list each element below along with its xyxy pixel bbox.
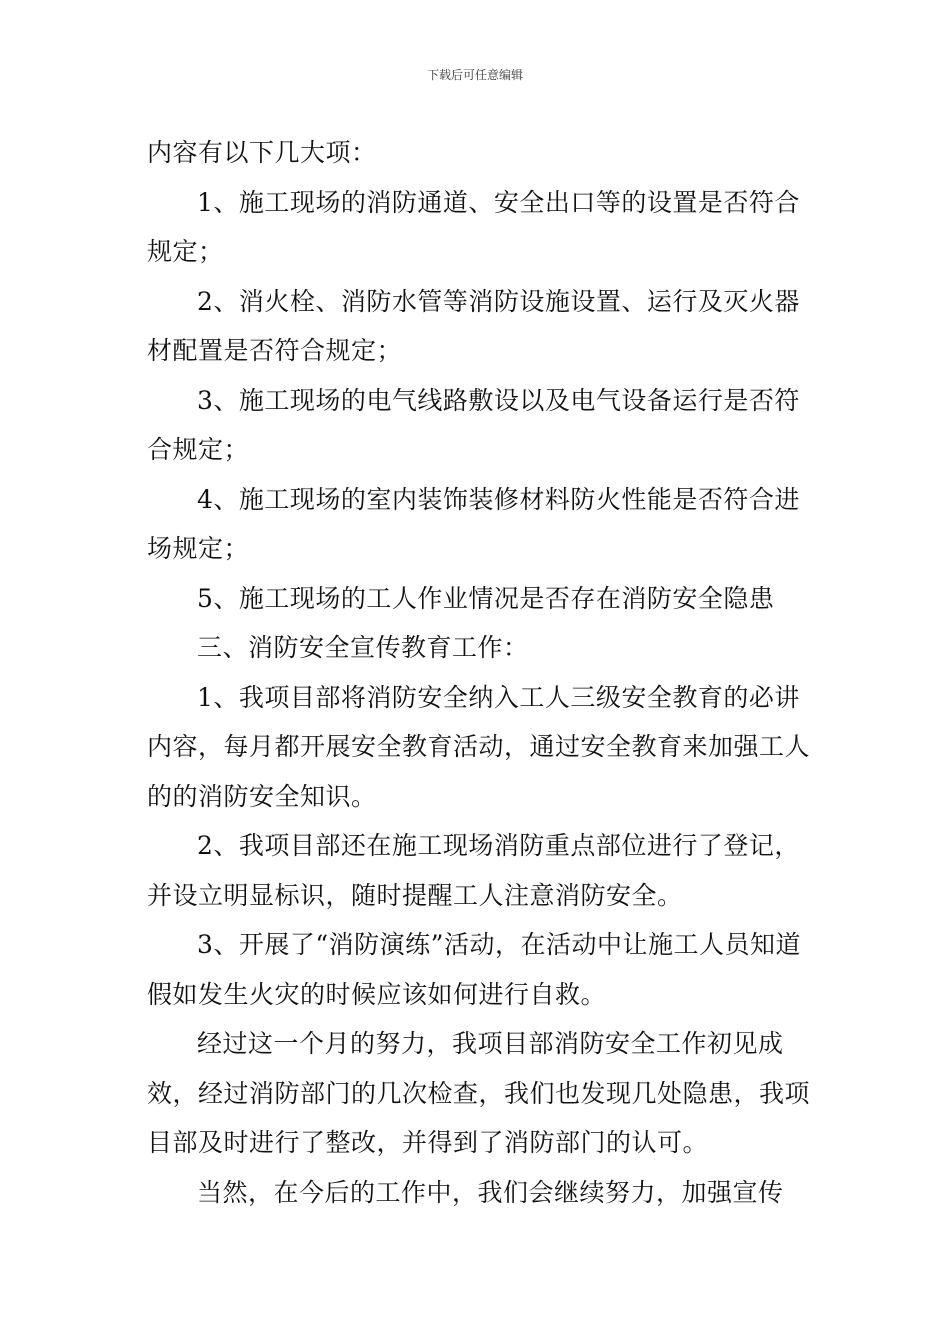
list-item-3: 3、施工现场的电气线路敷设以及电气设备运行是否符合规定； [147,385,800,464]
closing-paragraph: 当然，在今后的工作中，我们会继续努力，加强宣传 [197,1177,784,1207]
list-item-1: 1、施工现场的消防通道、安全出口等的设置是否符合规定； [147,187,800,266]
education-item-2: 2、我项目部还在施工现场消防重点部位进行了登记，并设立明显标识，随时提醒工人注意消防安全。 [147,831,800,910]
education-item-3: 3、开展了“消防演练”活动，在活动中让施工人员知道假如发生火灾的时候应该如何进行自救。 [147,930,801,1009]
page-header-note: 下载后可任意编辑 [426,68,523,82]
list-item-5: 5、施工现场的工人作业情况是否存在消防安全隐患 [197,583,775,613]
summary-paragraph: 经过这一个月的努力，我项目部消防安全工作初见成效，经过消防部门的几次检查，我们也发现几处隐患，我项目部及时进行了整改，并得到了消防部门的认可。 [147,1029,811,1157]
section-heading-3: 三、消防安全宣传教育工作： [197,633,529,662]
document-body [147,128,817,1217]
education-item-1: 1、我项目部将消防安全纳入工人三级安全教育的必讲内容，每月都开展安全教育活动，通过安全教育来加强工人的的消防安全知识。 [147,682,811,811]
list-item-4: 4、施工现场的室内装饰装修材料防火性能是否符合进场规定； [147,484,800,563]
list-item-2: 2、消火栓、消防水管等消防设施设置、运行及灭火器材配置是否符合规定； [147,286,800,365]
paragraph-intro: 内容有以下几大项： [147,138,377,167]
